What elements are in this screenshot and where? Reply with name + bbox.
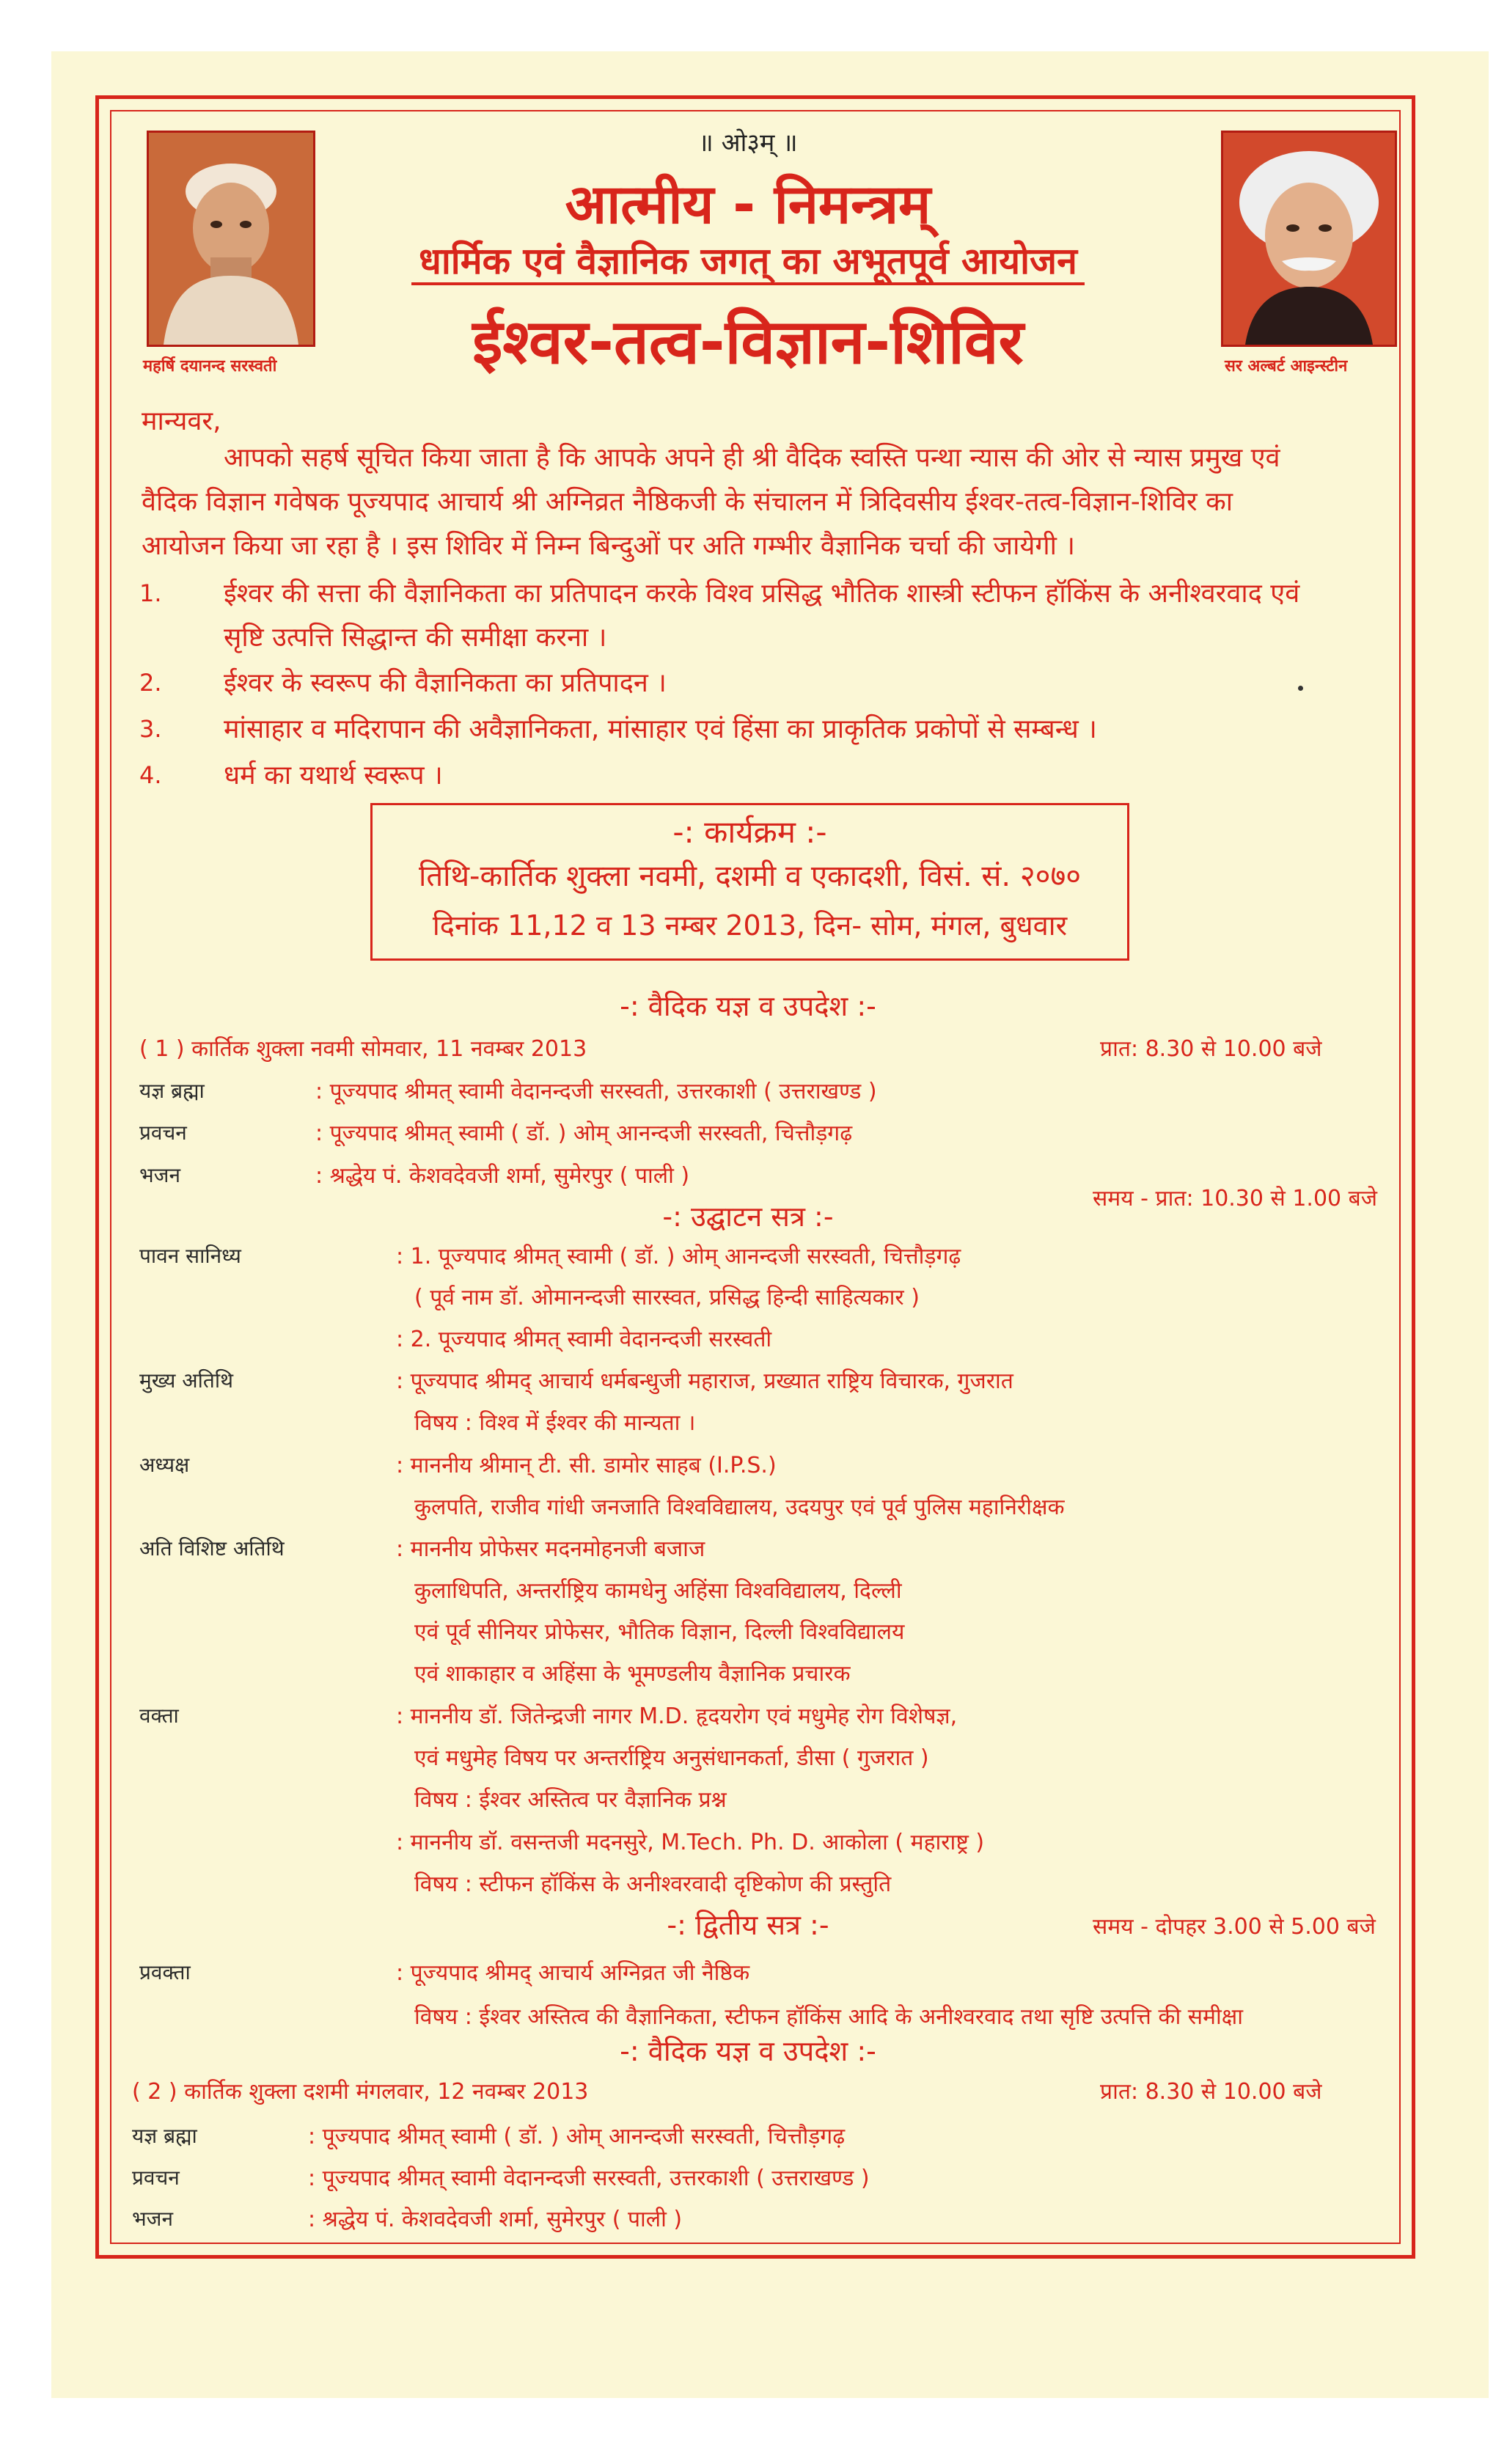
second-line-2: विषय : ईश्वर अस्तित्व की वैज्ञानिकता, स्टीफन हॉकिंस आदि के अनीश्वरवाद तथा सृष्टि उत्पत्ति की समीक्षा [414, 2004, 1244, 2030]
inaugural-time: समय - प्रात: 10.30 से 1.00 बजे [1093, 1186, 1378, 1211]
portrait-dayanand [147, 131, 315, 347]
om-heading: ॥ ओ३म् ॥ [698, 128, 798, 158]
ati-line-3: एवं पूर्व सीनियर प्रोफेसर, भौतिक विज्ञान, दिल्ली विश्वविद्यालय [414, 1619, 905, 1645]
day1-row-2-value: : पूज्यपाद श्रीमत् स्वामी ( डॉ. ) ओम् आनन्दजी सरस्वती, चित्तौड़गढ़ [315, 1121, 853, 1146]
intro-line-3: आयोजन किया जा रहा है । इस शिविर में निम्न बिन्दुओं पर अति गम्भीर वैज्ञानिक चर्चा की जायेगी । [142, 531, 1076, 561]
day2-row-1-label: यज्ञ ब्रह्मा [132, 2124, 197, 2148]
label-pravakta: प्रवक्ता [139, 1960, 191, 1984]
point-1-number: 1. [139, 579, 162, 607]
vakta-line-2: एवं मधुमेह विषय पर अन्तर्राष्ट्रिय अनुसंधानकर्ता, डीसा ( गुजरात ) [414, 1745, 929, 1771]
point-3-number: 3. [139, 715, 162, 743]
label-pavan-sanidhya: पावन सानिध्य [139, 1244, 241, 1268]
second-section-title: -: द्वितीय सत्र :- [667, 1909, 829, 1941]
vakta-line-4: : माननीय डॉ. वसन्तजी मदनसुरे, M.Tech. Ph. D. आकोला ( महाराष्ट्र ) [396, 1830, 985, 1855]
day2-row-3-label: भजन [132, 2207, 174, 2231]
pavan-line-1b: ( पूर्व नाम डॉ. ओमानन्दजी सारस्वत, प्रसिद्ध हिन्दी साहित्यकार ) [414, 1285, 920, 1310]
salutation: मान्यवर, [142, 406, 221, 436]
vakta-line-5: विषय : स्टीफन हॉकिंस के अनीश्वरवादी दृष्टिकोण की प्रस्तुति [414, 1871, 892, 1897]
ati-line-1: : माननीय प्रोफेसर मदनमोहनजी बजाज [396, 1536, 705, 1562]
day1-row-3-value: : श्रद्धेय पं. केशवदेवजी शर्मा, सुमेरपुर ( पाली ) [315, 1163, 690, 1189]
programme-dates: दिनांक 11,12 व 13 नम्बर 2013, दिन- सोम, मंगल, बुधवार [432, 909, 1068, 942]
day2-row-1-value: : पूज्यपाद श्रीमत् स्वामी ( डॉ. ) ओम् आनन्दजी सरस्वती, चित्तौड़गढ़ [308, 2124, 846, 2149]
second-time: समय - दोपहर 3.00 से 5.00 बजे [1093, 1914, 1376, 1940]
label-ati-vishisht-atithi: अति विशिष्ट अतिथि [139, 1536, 285, 1561]
day1-time: प्रात: 8.30 से 10.00 बजे [1100, 1036, 1322, 1062]
adhyaksh-line-2: कुलपति, राजीव गांधी जनजाति विश्वविद्यालय, उदयपुर एवं पूर्व पुलिस महानिरीक्षक [414, 1495, 1065, 1520]
day2-row-3-value: : श्रद्धेय पं. केशवदेवजी शर्मा, सुमेरपुर ( पाली ) [308, 2207, 683, 2232]
day2-time: प्रात: 8.30 से 10.00 बजे [1100, 2079, 1322, 2105]
inaugural-section-title: -: उद्घाटन सत्र :- [662, 1200, 834, 1233]
point-1-line-2: सृष्टि उत्पत्ति सिद्धान्त की समीक्षा करना । [224, 623, 607, 653]
stray-dot [1298, 686, 1303, 691]
point-2-number: 2. [139, 669, 162, 697]
right-caption: सर अल्बर्ट आइन्स्टीन [1225, 357, 1348, 375]
programme-title: -: कार्यक्रम :- [672, 814, 827, 850]
left-caption: महर्षि दयानन्द सरस्वती [143, 357, 277, 375]
second-line-1: : पूज्यपाद श्रीमद् आचार्य अग्निव्रत जी नैष्ठिक [396, 1960, 750, 1986]
portrait-einstein [1221, 131, 1397, 347]
adhyaksh-line-1: : माननीय श्रीमान् टी. सी. डामोर साहब (I.P.S.) [396, 1453, 777, 1478]
label-mukhya-atithi: मुख्य अतिथि [139, 1368, 234, 1393]
day2-row-2-label: प्रवचन [132, 2166, 180, 2190]
day2-row-2-value: : पूज्यपाद श्रीमत् स्वामी वेदानन्दजी सरस्वती, उत्तरकाशी ( उत्तराखण्ड ) [308, 2166, 870, 2191]
point-1-line-1: ईश्वर की सत्ता की वैज्ञानिकता का प्रतिपादन करके विश्व प्रसिद्ध भौतिक शास्त्री स्टीफन हॉकिंस के अनीश्वरवाद एवं [224, 579, 1300, 609]
day1-row-2-label: प्रवचन [139, 1121, 187, 1145]
point-3-line-1: मांसाहार व मदिरापान की अवैज्ञानिकता, मांसाहार एवं हिंसा का प्राकृतिक प्रकोपों से सम्बन्ध । [224, 714, 1097, 744]
day1-row-3-label: भजन [139, 1163, 181, 1187]
day2-section-title: -: वैदिक यज्ञ व उपदेश :- [620, 2035, 876, 2067]
portrait-dayanand-image [149, 133, 313, 345]
label-adhyaksh: अध्यक्ष [139, 1453, 190, 1477]
pavan-line-1: : 1. पूज्यपाद श्रीमत् स्वामी ( डॉ. ) ओम् आनन्दजी सरस्वती, चित्तौड़गढ़ [396, 1244, 961, 1269]
ati-line-4: एवं शाकाहार व अहिंसा के भूमण्डलीय वैज्ञानिक प्रचारक [414, 1661, 851, 1687]
day1-row-1-value: : पूज्यपाद श्रीमत् स्वामी वेदानन्दजी सरस्वती, उत्तरकाशी ( उत्तराखण्ड ) [315, 1079, 877, 1104]
vakta-line-1: : माननीय डॉ. जितेन्द्रजी नागर M.D. हृदयरोग एवं मधुमेह रोग विशेषज्ञ, [396, 1704, 958, 1729]
camp-title: ईश्वर-तत्व-विज्ञान-शिविर [472, 306, 1024, 378]
point-2-line-1: ईश्वर के स्वरूप की वैज्ञानिकता का प्रतिपादन । [224, 668, 667, 698]
mukhya-line-1: : पूज्यपाद श्रीमद् आचार्य धर्मबन्धुजी महाराज, प्रख्यात राष्ट्रिय विचारक, गुजरात [396, 1368, 1013, 1394]
invitation-title: आत्मीय - निमन्त्रम् [565, 173, 931, 236]
programme-tithi: तिथि-कार्तिक शुक्ला नवमी, दशमी व एकादशी, विसं. सं. २०७० [418, 859, 1082, 893]
pavan-line-2: : 2. पूज्यपाद श्रीमत् स्वामी वेदानन्दजी सरस्वती [396, 1327, 772, 1352]
label-vakta: वक्ता [139, 1704, 179, 1728]
day1-row-1-label: यज्ञ ब्रह्मा [139, 1079, 205, 1103]
ati-line-2: कुलाधिपति, अन्तर्राष्ट्रिय कामधेनु अहिंसा विश्वविद्यालय, दिल्ली [414, 1578, 902, 1604]
day1-section-title: -: वैदिक यज्ञ व उपदेश :- [620, 990, 876, 1022]
mukhya-line-2: विषय : विश्व में ईश्वर की मान्यता । [414, 1410, 696, 1436]
day2-date: ( 2 ) कार्तिक शुक्ला दशमी मंगलवार, 12 नवम्बर 2013 [132, 2079, 589, 2105]
day1-date: ( 1 ) कार्तिक शुक्ला नवमी सोमवार, 11 नवम्बर 2013 [139, 1036, 587, 1062]
event-subtitle-text: धार्मिक एवं वैज्ञानिक जगत् का अभूतपूर्व आयोजन [411, 240, 1085, 285]
intro-line-2: वैदिक विज्ञान गवेषक पूज्यपाद आचार्य श्री अग्निव्रत नैष्ठिकजी के संचालन में त्रिदिवसीय ईश्वर-तत्व-विज्ञान-शिविर का [142, 487, 1233, 517]
intro-line-1: आपको सहर्ष सूचित किया जाता है कि आपके अपने ही श्री वैदिक स्वस्ति पन्था न्यास की ओर से न्यास प्रमुख एवं [224, 443, 1280, 473]
point-4-line-1: धर्म का यथार्थ स्वरूप । [224, 760, 443, 791]
point-4-number: 4. [139, 761, 162, 789]
vakta-line-3: विषय : ईश्वर अस्तित्व पर वैज्ञानिक प्रश्न [414, 1787, 727, 1813]
portrait-einstein-image [1223, 133, 1395, 345]
